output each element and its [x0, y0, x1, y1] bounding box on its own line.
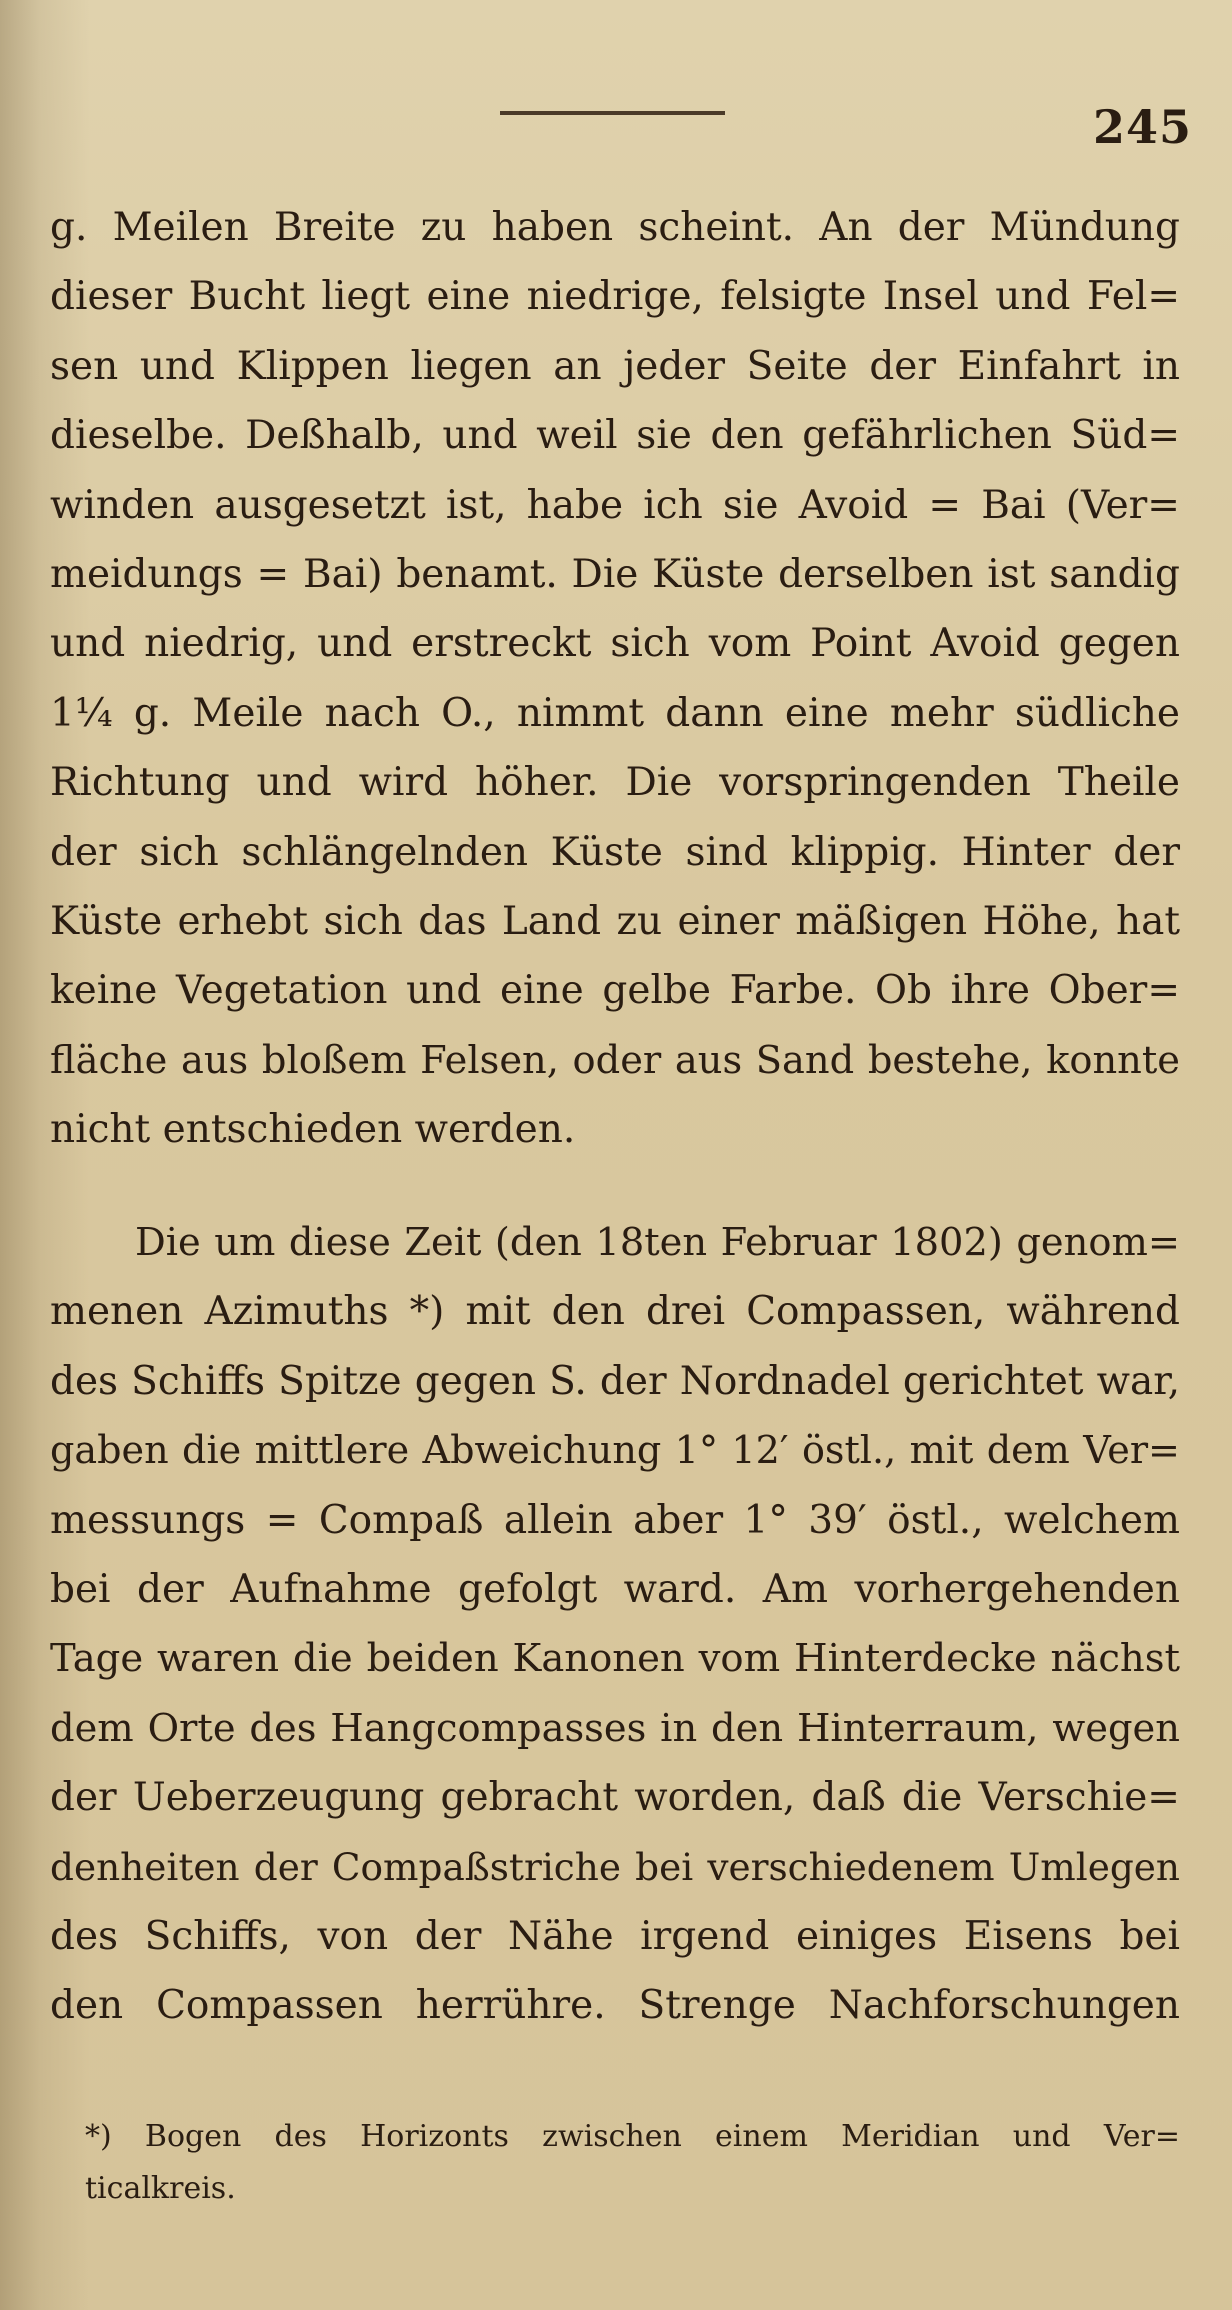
text-line: der Ueberzeugung gebracht worden, daß die Verschie= — [50, 1775, 1180, 1821]
footnote — [85, 2111, 1180, 2215]
text-line: meidungs = Bai) benamt. Die Küste derselben ist sandig — [50, 552, 1180, 598]
text-line: der sich schlängelnden Küste sind klippig. Hinter der — [50, 829, 1180, 875]
text-line: den Compassen herrühre. Strenge Nachforschungen — [50, 1983, 1180, 2029]
text-line: Küste erhebt sich das Land zu einer mäßigen Höhe, hat — [50, 899, 1180, 945]
text-line: des Schiffs Spitze gegen S. der Nordnadel gerichtet war, — [50, 1358, 1180, 1404]
text-line: und niedrig, und erstreckt sich vom Point Avoid gegen — [50, 621, 1180, 667]
text-line: dieselbe. Deßhalb, und weil sie den gefährlichen Süd= — [50, 413, 1180, 459]
footnote-line: *) Bogen des Horizonts zwischen einem Meridian und Ver= — [85, 2119, 1180, 2154]
text-line: dem Orte des Hangcompasses in den Hinterraum, wegen — [50, 1705, 1180, 1751]
text-line: nicht entschieden werden. — [50, 1107, 576, 1153]
text-line: dieser Bucht liegt eine niedrige, felsigte Insel und Fel= — [50, 274, 1180, 320]
footnote-line: ticalkreis. — [85, 2171, 236, 2206]
paragraph-2 — [50, 1208, 1180, 2041]
text-line: keine Vegetation und eine gelbe Farbe. Ob ihre Ober= — [50, 968, 1180, 1014]
text-line: Richtung und wird höher. Die vorspringenden Theile — [50, 760, 1180, 806]
header-rule — [500, 111, 725, 115]
text-line: denheiten der Compaßstriche bei verschiedenem Umlegen — [50, 1844, 1180, 1889]
text-line: Die um diese Zeit (den 18ten Februar 1802) genom= — [135, 1220, 1180, 1265]
text-line: messungs = Compaß allein aber 1° 39′ östl., welchem — [50, 1497, 1180, 1543]
text-line: gaben die mittlere Abweichung 1° 12′ östl., mit dem Ver= — [50, 1428, 1180, 1473]
text-line: des Schiffs, von der Nähe irgend einiges Eisens bei — [50, 1914, 1180, 1960]
text-line: 1¼ g. Meile nach O., nimmt dann eine mehr südliche — [50, 690, 1180, 736]
text-line: fläche aus bloßem Felsen, oder aus Sand bestehe, konnte — [50, 1037, 1180, 1083]
text-line: menen Azimuths *) mit den drei Compassen, während — [50, 1289, 1180, 1335]
paragraph-1 — [50, 193, 1180, 1165]
text-line: sen und Klippen liegen an jeder Seite der Einfahrt in — [50, 343, 1180, 389]
text-line: Tage waren die beiden Kanonen vom Hinterdecke nächst — [50, 1636, 1180, 1682]
text-line: g. Meilen Breite zu haben scheint. An der Mündung — [50, 205, 1180, 250]
page-number: 245 — [1092, 100, 1192, 154]
text-line: bei der Aufnahme gefolgt ward. Am vorhergehenden — [50, 1567, 1180, 1613]
text-line: winden ausgesetzt ist, habe ich sie Avoid = Bai (Ver= — [50, 482, 1180, 528]
